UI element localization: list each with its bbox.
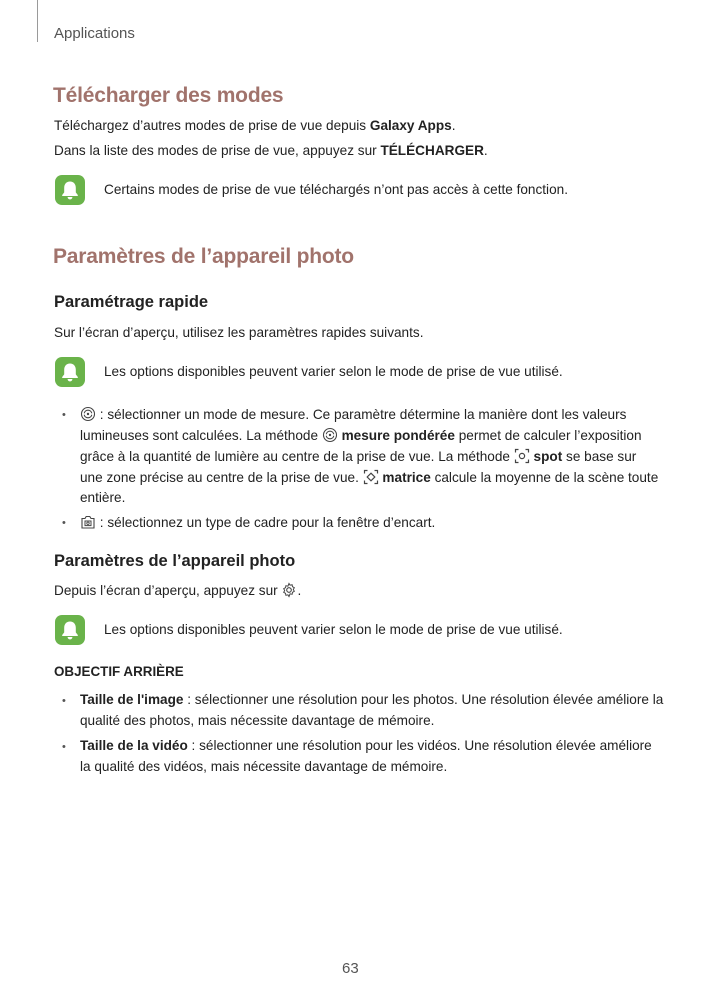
paragraph-camera-intro <box>54 581 301 602</box>
paragraph-download-line2 <box>54 141 488 162</box>
metering-icon <box>80 406 96 422</box>
note-bell-icon <box>55 175 85 205</box>
text: lumineuses sont calculées. La méthode <box>80 428 322 443</box>
image-size-label: Taille de l'image <box>80 692 184 707</box>
matrix-label: matrice <box>382 470 431 485</box>
text: : sélectionner une résolution pour les photos. Une résolution élevée améliore la <box>183 692 664 707</box>
text: se base sur <box>562 449 637 464</box>
text: permet de calculer l’exposition <box>454 428 642 443</box>
text: . <box>297 583 302 598</box>
text: : sélectionner un mode de mesure. Ce paramètre détermine la manière dont les valeurs <box>99 407 627 422</box>
bullet: • <box>62 695 66 707</box>
bullet-metering-line2 <box>80 426 642 447</box>
note-download: Certains modes de prise de vue téléchargés n’ont pas accès à cette fonction. <box>104 182 568 197</box>
note-camera-options: Les options disponibles peuvent varier selon le mode de prise de vue utilisé. <box>104 622 563 637</box>
bullet-metering-line4 <box>80 468 658 489</box>
section-title-download-modes: Télécharger des modes <box>53 84 284 107</box>
bullet: • <box>62 741 66 753</box>
bullet-image-size-line1 <box>80 690 663 711</box>
center-weighted-label: mesure pondérée <box>341 428 455 443</box>
paragraph-quick-intro: Sur l’écran d’aperçu, utilisez les paramètres rapides suivants. <box>54 325 424 340</box>
bullet-metering-line3 <box>80 447 636 468</box>
camera-frame-icon <box>80 514 96 530</box>
galaxy-apps-label: Galaxy Apps <box>369 118 452 133</box>
bullet-video-size-line1 <box>80 736 652 757</box>
text: . <box>451 118 456 133</box>
text: : sélectionner une résolution pour les vidéos. Une résolution élevée améliore <box>187 738 652 753</box>
text: Depuis l’écran d’aperçu, appuyez sur <box>54 583 282 598</box>
bullet-frame <box>80 513 435 534</box>
bullet-image-size-line2: qualité des photos, mais nécessite davantage de mémoire. <box>80 713 435 728</box>
text: . <box>483 143 488 158</box>
text: : sélectionnez un type de cadre pour la fenêtre d’encart. <box>99 515 436 530</box>
bullet-metering-line5: entière. <box>80 490 126 505</box>
note-bell-icon <box>55 615 85 645</box>
bullet-video-size-line2: la qualité des vidéos, mais nécessite davantage de mémoire. <box>80 759 448 774</box>
text: Téléchargez d’autres modes de prise de vue depuis <box>54 118 370 133</box>
subsection-title-quick-settings: Paramétrage rapide <box>54 293 209 311</box>
bullet: • <box>62 409 66 421</box>
paragraph-download-line1 <box>54 116 456 137</box>
center-weighted-icon <box>322 427 338 443</box>
page-number: 63 <box>342 960 359 977</box>
note-bell-icon <box>55 357 85 387</box>
text: grâce à la quantité de lumière au centre de la prise de vue. La méthode <box>80 449 514 464</box>
header-rule <box>37 0 38 42</box>
text: une zone précise au centre de la prise de vue. <box>80 470 363 485</box>
text: Dans la liste des modes de prise de vue, appuyez sur <box>54 143 381 158</box>
bullet: • <box>62 517 66 529</box>
subsection-title-camera-settings: Paramètres de l’appareil photo <box>54 552 296 570</box>
text: calcule la moyenne de la scène toute <box>430 470 659 485</box>
gear-icon <box>281 582 297 598</box>
note-quick-options: Les options disponibles peuvent varier selon le mode de prise de vue utilisé. <box>104 364 563 379</box>
bullet-metering-line1 <box>80 405 626 426</box>
matrix-icon <box>363 469 379 485</box>
download-label: TÉLÉCHARGER <box>380 143 484 158</box>
header-title: Applications <box>54 25 135 42</box>
spot-icon <box>514 448 530 464</box>
rear-camera-heading: OBJECTIF ARRIÈRE <box>54 664 184 679</box>
section-title-camera-settings: Paramètres de l’appareil photo <box>53 245 354 268</box>
video-size-label: Taille de la vidéo <box>80 738 188 753</box>
spot-label: spot <box>533 449 563 464</box>
